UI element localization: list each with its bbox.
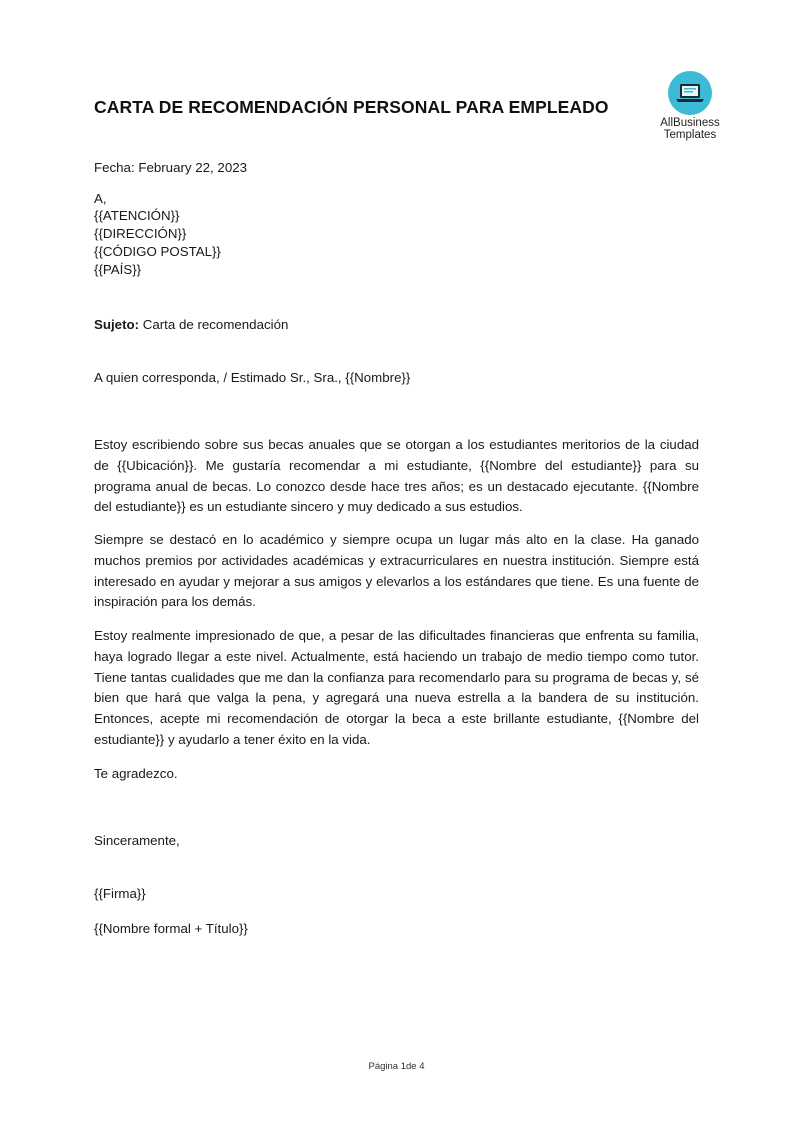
subject-line bbox=[94, 316, 288, 334]
signature-placeholder: {{Firma}} bbox=[94, 886, 146, 901]
logo-text-line2: Templates bbox=[663, 129, 717, 141]
subject-text: Carta de recomendación bbox=[139, 317, 289, 332]
document-title: CARTA DE RECOMENDACIÓN PERSONAL PARA EMPLEADO bbox=[94, 97, 609, 117]
closing-line: Sinceramente, bbox=[94, 833, 180, 848]
body-paragraph-2: Siempre se destacó en lo académico y siempre ocupa un lugar más alto en la clase. Ha ganado muchos premios por actividades académicas y extracurriculares en nuestra institución. Siempre está interesado en ayudar y mejorar a sus amigos y elevarlos a los estándares que tiene. Es una fuente de inspiración para los demás. bbox=[94, 532, 699, 610]
recipient-country: {{PAÍS}} bbox=[94, 262, 142, 277]
salutation: A quien corresponda, / Estimado Sr., Sra., {{Nombre}} bbox=[94, 370, 411, 385]
recipient-to: A, bbox=[94, 191, 107, 206]
laptop-icon bbox=[668, 71, 712, 115]
allbusiness-templates-logo bbox=[654, 70, 726, 142]
body-paragraph-1: Estoy escribiendo sobre sus becas anuales que se otorgan a los estudiantes meritorios de la ciudad de {{Ubicación}}. Me gustaría recomendar a mi estudiante, {{Nombre del estudiante}} para su programa anual de becas. Lo conozco desde hace tres años; es un destacado ejecutante. {{Nombre del estudiante}} es un estudiante sincero y muy dedicado a sus estudios. bbox=[94, 437, 699, 515]
recipient-postal-code: {{CÓDIGO POSTAL}} bbox=[94, 244, 221, 259]
logo-text-line1: AllBusiness bbox=[660, 117, 720, 129]
date-line: Fecha: February 22, 2023 bbox=[94, 160, 248, 175]
logo-circle bbox=[668, 71, 712, 115]
thanks-line: Te agradezco. bbox=[94, 766, 178, 781]
recipient-address: {{DIRECCIÓN}} bbox=[94, 226, 187, 241]
subject-label: Sujeto: bbox=[94, 317, 140, 332]
recipient-attention: {{ATENCIÓN}} bbox=[94, 208, 180, 223]
formal-name-placeholder: {{Nombre formal + Título}} bbox=[94, 921, 248, 936]
page-footer: Página 1de 4 bbox=[368, 1061, 425, 1072]
body-paragraph-3: Estoy realmente impresionado de que, a pesar de las dificultades financieras que enfrenta su familia, haya logrado llegar a este nivel. Actualmente, está haciendo un trabajo de medio tiempo como tutor. Tiene tantas cualidades que me dan la confianza para recomendarlo para su programa de becas y, sé bien que hará que valga la pena, y agregará una nueva estrella a la bandera de su institución. Entonces, acepte mi recomendación de otorgar la beca a este brillante estudiante, {{Nombre del estudiante}} y ayudarlo a tener éxito en la vida. bbox=[94, 628, 699, 747]
